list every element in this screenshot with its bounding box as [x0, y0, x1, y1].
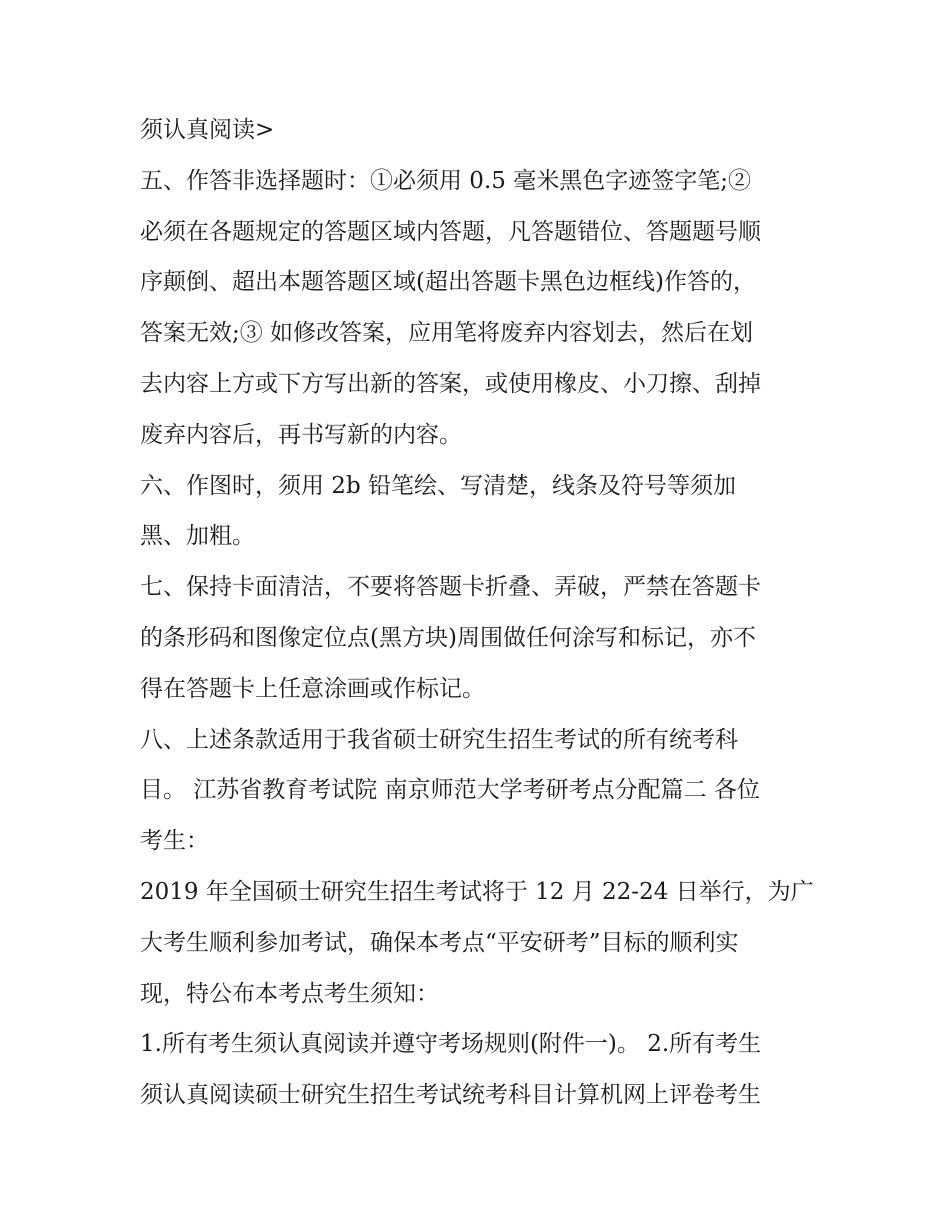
text-line: 答案无效;③ 如修改答案，应用笔将废弃内容划去，然后在划 [140, 320, 754, 347]
text-line: 去内容上方或下方写出新的答案，或使用橡皮、小刀擦、刮掉 [140, 370, 761, 397]
text-line: 须认真阅读> [140, 117, 275, 143]
text-line: 八、上述条款适用于我省硕士研究生招生考试的所有统考科 [140, 726, 738, 753]
text-line: 六、作图时，须用 2b 铅笔绘、写清楚，线条及符号等须加 [140, 472, 736, 499]
text-line: 得在答题卡上任意涂画或作标记。 [140, 675, 485, 702]
text-line: 七、保持卡面清洁，不要将答题卡折叠、弄破，严禁在答题卡 [140, 574, 761, 601]
document-body [140, 105, 820, 1121]
text-line: 黑、加粗。 [140, 523, 255, 550]
text-line: 废弃内容后，再书写新的内容。 [140, 421, 462, 448]
text-line: 序颠倒、超出本题答题区域(超出答题卡黑色边框线)作答的， [140, 269, 756, 296]
text-line: 大考生顺利参加考试，确保本考点“平安研考”目标的顺利实 [140, 929, 739, 956]
text-line: 必须在各题规定的答题区域内答题，凡答题错位、答题题号顺 [140, 218, 761, 245]
text-line: 1.所有考生须认真阅读并遵守考场规则(附件一)。 2.所有考生 [140, 1031, 762, 1058]
text-line: 的条形码和图像定位点(黑方块)周围做任何涂写和标记，亦不 [140, 624, 756, 651]
text-line: 考生： [140, 828, 209, 855]
text-line: 2019 年全国硕士研究生招生考试将于 12 月 22-24 日举行，为广 [140, 878, 814, 905]
text-line: 五、作答非选择题时：①必须用 0.5 毫米黑色字迹签字笔;② [140, 167, 751, 194]
text-line: 目。 江苏省教育考试院 南京师范大学考研考点分配篇二 各位 [140, 777, 760, 804]
text-line: 现，特公布本考点考生须知： [140, 980, 439, 1007]
text-line: 须认真阅读硕士研究生招生考试统考科目计算机网上评卷考生 [140, 1082, 761, 1109]
